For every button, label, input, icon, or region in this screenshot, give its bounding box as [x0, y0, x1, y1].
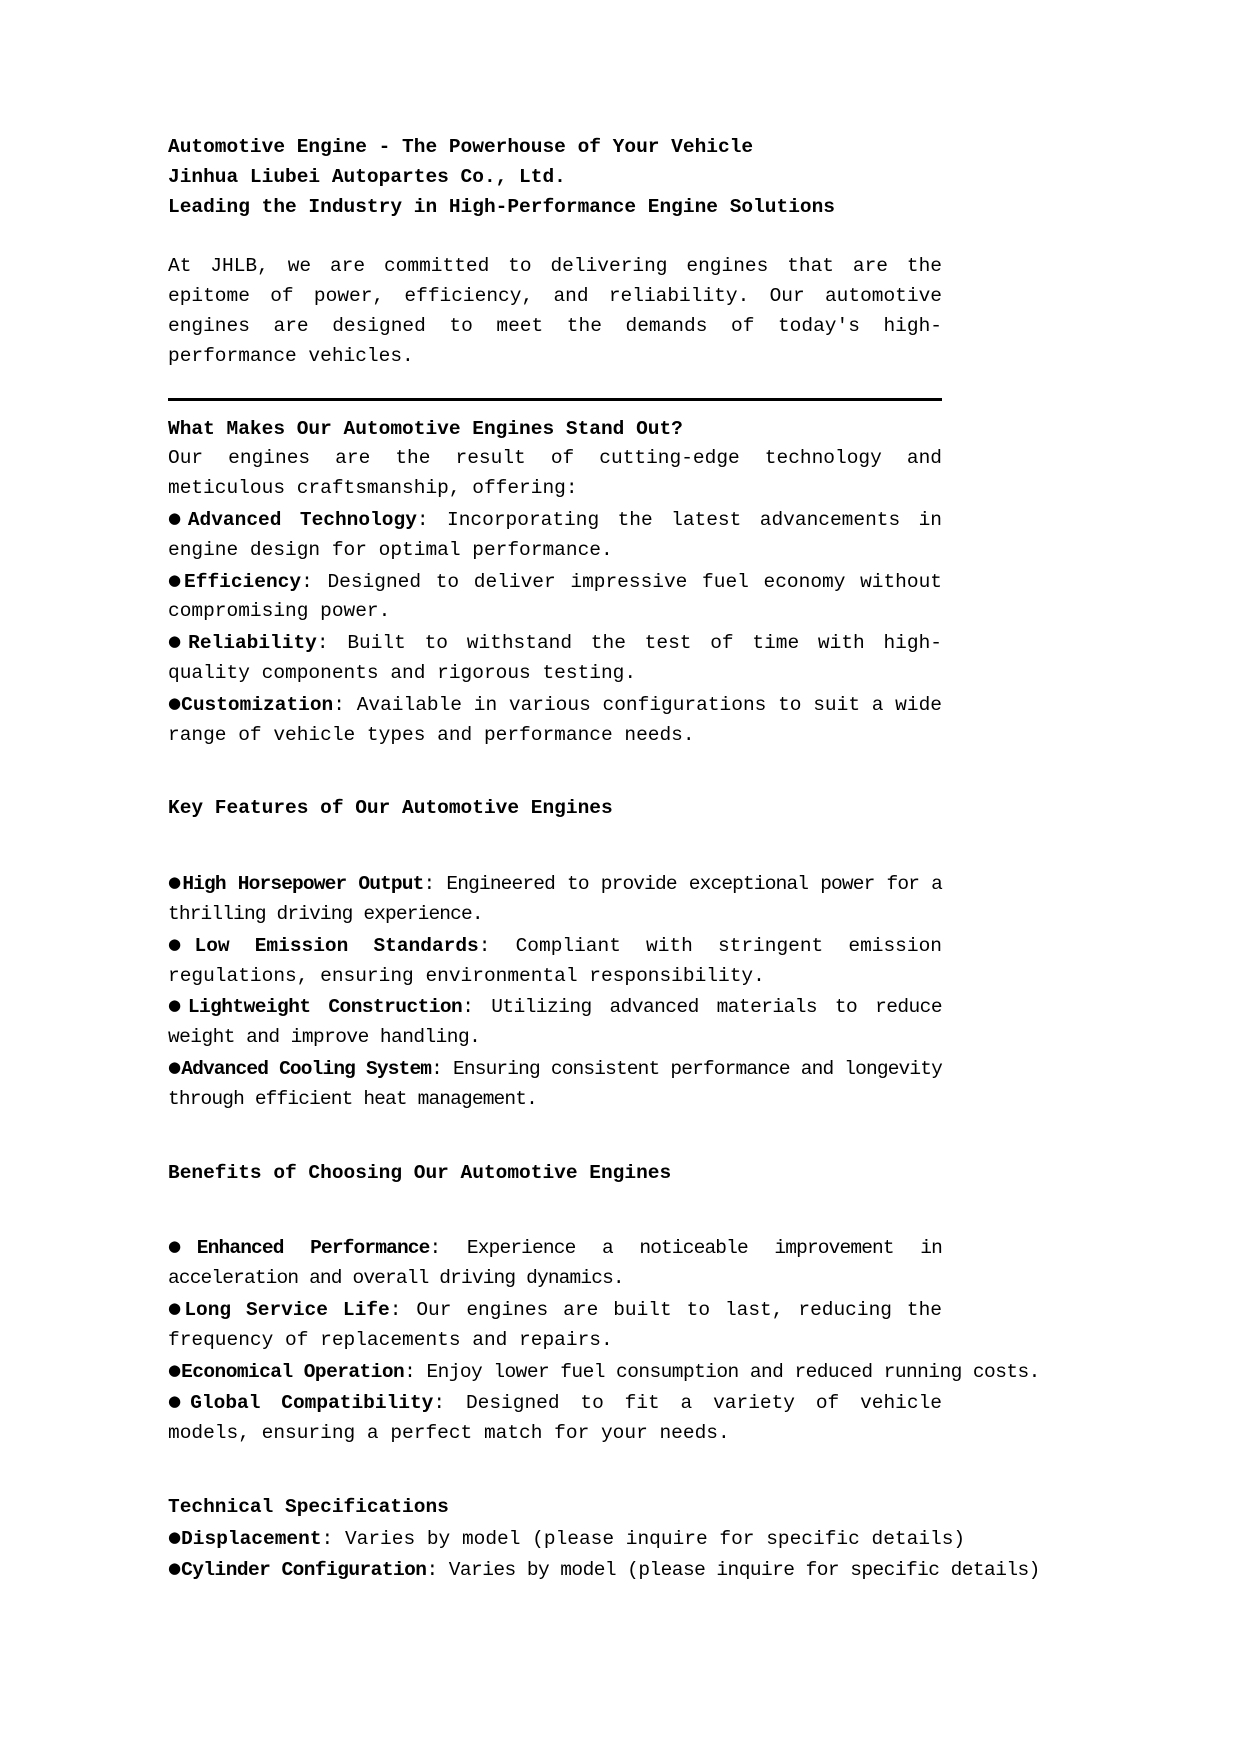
bullet-separator: :: [431, 1057, 454, 1080]
bullet-term: Global Compatibility: [190, 1392, 434, 1415]
spacer: [168, 750, 942, 794]
bullet-separator: :: [462, 996, 492, 1019]
bullet-body: Engineered to provide exceptional power for a thrilling driving experience.: [168, 873, 942, 925]
spacer: [168, 1188, 942, 1232]
bullet-item: [168, 1523, 966, 1555]
bullet-body: Varies by model (please inquire for specific details): [448, 1559, 1040, 1582]
bullet-separator: :: [433, 1392, 466, 1415]
bullet-term: Reliability: [188, 632, 317, 655]
spacer: [168, 1449, 942, 1493]
bullet-body: Ensuring consistent performance and longevity through efficient heat management.: [168, 1057, 942, 1110]
bullet-body: Experience a noticeable improvement in acceleration and overall driving dynamics.: [168, 1237, 943, 1290]
bullet-dot-icon: ●: [168, 1360, 182, 1379]
bullet-separator: :: [316, 632, 348, 655]
section-key-features: [168, 794, 942, 1114]
bullet-term: Advanced Technology: [187, 508, 417, 531]
bullet-body: Available in various configurations to suit a wide range of vehicle types and performance needs.: [168, 693, 942, 746]
bullet-separator: :: [429, 1237, 467, 1260]
spacer: [168, 1115, 942, 1159]
bullet-item: [168, 1387, 942, 1449]
bullet-dot-icon: ●: [168, 693, 182, 712]
tagline: Leading the Industry in High-Performance Engine Solutions: [168, 195, 836, 218]
section-lead-text: Our engines are the result of cutting-edge technology and meticulous craftsmanship, offering:: [168, 447, 942, 500]
bullet-item: [168, 1232, 942, 1294]
bullet-item: [168, 1356, 1040, 1388]
bullet-item: [168, 991, 942, 1053]
intro-paragraph: At JHLB, we are committed to delivering engines that are the epitome of power, efficiency, and reliability. Our automotive engines are designed to meet the demands of today's high-performance vehicles.: [168, 255, 942, 367]
bullet-item: [168, 1053, 942, 1115]
bullet-term: Economical Operation: [181, 1360, 405, 1383]
bullet-separator: :: [389, 1298, 417, 1321]
section-heading: Technical Specifications: [168, 1495, 449, 1518]
bullet-dot-icon: ●: [168, 508, 188, 527]
bullet-body: Designed to deliver impressive fuel economy without compromising power.: [168, 570, 942, 623]
bullet-dot-icon: ●: [168, 570, 185, 589]
document-title: Automotive Engine - The Powerhouse of Your Vehicle: [168, 136, 754, 158]
bullet-dot-icon: ●: [168, 934, 195, 953]
bullet-item: [168, 689, 942, 751]
section-heading: Benefits of Choosing Our Automotive Engines: [168, 1161, 672, 1184]
bullet-body: Utilizing advanced materials to reduce weight and improve handling.: [168, 996, 942, 1049]
spacer: [168, 222, 942, 252]
spacer: [168, 401, 942, 415]
spacer: [168, 824, 942, 868]
bullet-term: Enhanced Performance: [196, 1237, 430, 1260]
bullet-item: [168, 566, 942, 628]
bullet-separator: :: [426, 1559, 449, 1582]
bullet-body: Our engines are built to last, reducing the frequency of replacements and repairs.: [168, 1298, 943, 1351]
section-heading: Key Features of Our Automotive Engines: [168, 797, 613, 820]
bullet-dot-icon: ●: [168, 1237, 197, 1256]
document-content: [168, 133, 1040, 1586]
section-what-makes-stand-out: [168, 415, 942, 751]
bullet-term: Low Emission Standards: [194, 934, 479, 957]
bullet-separator: :: [404, 1360, 427, 1383]
bullet-term: Customization: [181, 693, 334, 716]
bullet-separator: :: [301, 570, 328, 593]
title-block: [168, 133, 942, 222]
bullet-separator: :: [321, 1527, 345, 1550]
bullet-separator: :: [423, 873, 447, 896]
bullet-item: [168, 868, 942, 930]
bullet-dot-icon: ●: [168, 873, 183, 892]
bullet-dot-icon: ●: [168, 1392, 191, 1411]
bullet-dot-icon: ●: [168, 1559, 182, 1578]
bullet-body: Incorporating the latest advancements in engine design for optimal performance.: [168, 508, 943, 561]
bullet-body: Designed to fit a variety of vehicle models, ensuring a perfect match for your needs.: [168, 1392, 942, 1445]
bullet-separator: :: [478, 934, 516, 957]
section-benefits: [168, 1159, 1040, 1449]
bullet-separator: :: [333, 693, 357, 716]
bullet-dot-icon: ●: [168, 996, 188, 1015]
bullet-body: Built to withstand the test of time with high-quality components and rigorous testing.: [168, 632, 942, 684]
company-name: Jinhua Liubei Autopartes Co., Ltd.: [168, 165, 566, 188]
bullet-item: [168, 930, 942, 992]
bullet-item: [168, 1554, 1040, 1586]
bullet-dot-icon: ●: [168, 1298, 185, 1317]
bullet-dot-icon: ●: [168, 1057, 182, 1076]
bullet-term: Lightweight Construction: [187, 996, 463, 1019]
bullet-item: [168, 1294, 942, 1356]
bullet-body: Varies by model (please inquire for specific details): [344, 1527, 966, 1550]
bullet-item: [168, 504, 942, 566]
bullet-dot-icon: ●: [168, 632, 189, 651]
bullet-term: Efficiency: [184, 570, 302, 593]
bullet-body: Enjoy lower fuel consumption and reduced running costs.: [426, 1360, 1040, 1383]
bullet-body: Compliant with stringent emission regulations, ensuring environmental responsibility.: [168, 934, 942, 987]
spacer: [168, 372, 942, 398]
bullet-term: Cylinder Configuration: [181, 1559, 427, 1582]
section-heading: What Makes Our Automotive Engines Stand Out?: [168, 417, 683, 440]
bullet-dot-icon: ●: [168, 1527, 182, 1546]
bullet-term: Advanced Cooling System: [181, 1057, 432, 1080]
bullet-term: High Horsepower Output: [182, 873, 424, 896]
bullet-separator: :: [416, 508, 448, 531]
section-technical-specifications: [168, 1493, 1040, 1586]
bullet-item: [168, 627, 942, 689]
bullet-term: Displacement: [181, 1527, 322, 1550]
bullet-term: Long Service Life: [184, 1298, 390, 1321]
